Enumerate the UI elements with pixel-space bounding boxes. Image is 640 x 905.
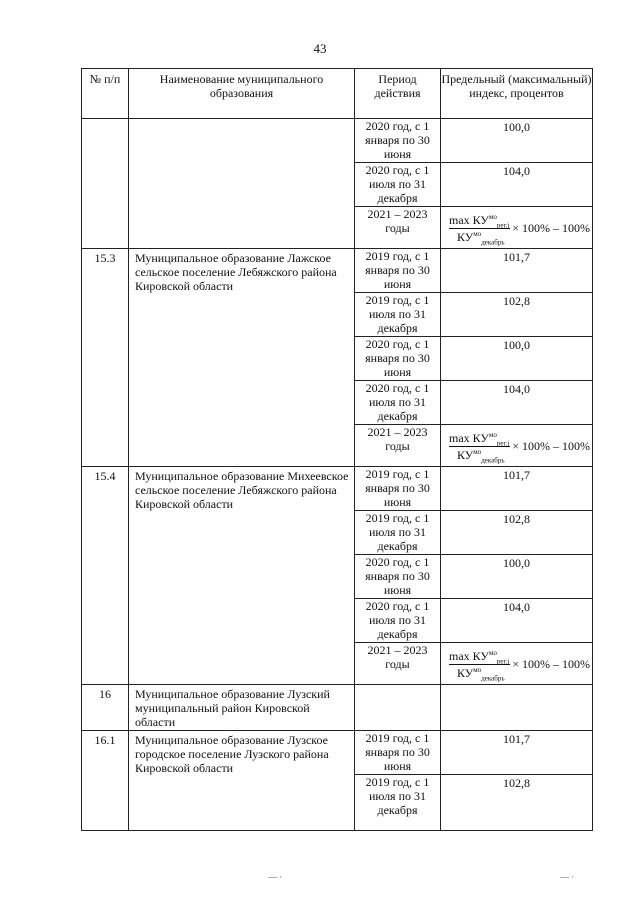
- period-cell: 2021 – 2023 годы: [355, 425, 441, 467]
- row-num: 16: [82, 685, 129, 731]
- period-cell: 2021 – 2023 годы: [355, 207, 441, 249]
- table-row: [82, 119, 593, 163]
- period-cell: 2020 год, с 1 января по 30 июня: [355, 555, 441, 599]
- index-value: 100,0: [441, 119, 593, 163]
- table-row: [82, 731, 593, 775]
- row-num: [82, 119, 129, 249]
- formula-tail: × 100% – 100%: [512, 220, 590, 235]
- page-number: 43: [313, 41, 327, 56]
- period-cell: 2020 год, с 1 июля по 31 декабря: [355, 163, 441, 207]
- row-num: 15.4: [82, 467, 129, 685]
- index-formula: [441, 643, 592, 683]
- period-cell: [355, 685, 441, 731]
- index-value: 102,8: [441, 293, 593, 337]
- index-value: 104,0: [441, 599, 593, 643]
- period-cell: 2019 год, с 1 июля по 31 декабря: [355, 293, 441, 337]
- period-cell: 2019 год, с 1 июля по 31 декабря: [355, 511, 441, 555]
- header-num: № п/п: [82, 69, 129, 119]
- period-cell: 2020 год, с 1 января по 30 июня: [355, 337, 441, 381]
- index-value: 101,7: [441, 249, 593, 293]
- index-value: 100,0: [441, 555, 593, 599]
- index-formula: [441, 425, 592, 465]
- formula-cell: [441, 643, 593, 685]
- table-row: [82, 685, 593, 731]
- row-name: Муниципальное образование Лажское сельское поселение Лебяжского района Кировской области: [129, 249, 355, 467]
- index-value: 104,0: [441, 163, 593, 207]
- period-cell: 2019 год, с 1 января по 30 июня: [355, 467, 441, 511]
- header-index: Предельный (максимальный) индекс, процентов: [441, 69, 593, 119]
- formula-fraction: $\frac{\max КУ^{мо}_{рег.j}}{КУ^{мо}_{декабрь}}$: [448, 213, 510, 247]
- index-value: 104,0: [441, 381, 593, 425]
- formula-fraction: $\frac{\max КУ^{мо}_{рег.j}}{КУ^{мо}_{декабрь}}$: [448, 649, 510, 683]
- row-num: 15.3: [82, 249, 129, 467]
- formula-tail: × 100% – 100%: [512, 438, 590, 453]
- index-value: 100,0: [441, 337, 593, 381]
- index-value: 101,7: [441, 731, 593, 775]
- header-period: Период действия: [355, 69, 441, 119]
- tariff-index-table: [81, 68, 593, 831]
- scan-mark: — ·: [268, 872, 283, 882]
- formula-cell: [441, 207, 593, 249]
- row-name: Муниципальное образование Михеевское сельское поселение Лебяжского района Кировской области: [129, 467, 355, 685]
- row-name: [129, 119, 355, 249]
- index-value: 102,8: [441, 775, 593, 831]
- period-cell: 2021 – 2023 годы: [355, 643, 441, 685]
- period-cell: 2020 год, с 1 июля по 31 декабря: [355, 599, 441, 643]
- period-cell: 2019 год, с 1 января по 30 июня: [355, 731, 441, 775]
- table-row: [82, 467, 593, 511]
- formula-tail: × 100% – 100%: [512, 656, 590, 671]
- index-formula: [441, 207, 592, 247]
- row-name: Муниципальное образование Лузский муниципальный район Кировской области: [129, 685, 355, 731]
- period-cell: 2020 год, с 1 января по 30 июня: [355, 119, 441, 163]
- index-value: 102,8: [441, 511, 593, 555]
- row-num: 16.1: [82, 731, 129, 831]
- scan-mark: — ·: [560, 872, 575, 882]
- row-name: Муниципальное образование Лузское городское поселение Лузского района Кировской области: [129, 731, 355, 831]
- table-header-row: [82, 69, 593, 119]
- formula-cell: [441, 425, 593, 467]
- period-cell: 2020 год, с 1 июля по 31 декабря: [355, 381, 441, 425]
- table-row: [82, 249, 593, 293]
- index-value: [441, 685, 593, 731]
- formula-fraction: $\frac{\max КУ^{мо}_{рег.j}}{КУ^{мо}_{декабрь}}$: [448, 431, 510, 465]
- header-name: Наименование муниципального образования: [129, 69, 355, 119]
- period-cell: 2019 год, с 1 июля по 31 декабря: [355, 775, 441, 831]
- period-cell: 2019 год, с 1 января по 30 июня: [355, 249, 441, 293]
- index-value: 101,7: [441, 467, 593, 511]
